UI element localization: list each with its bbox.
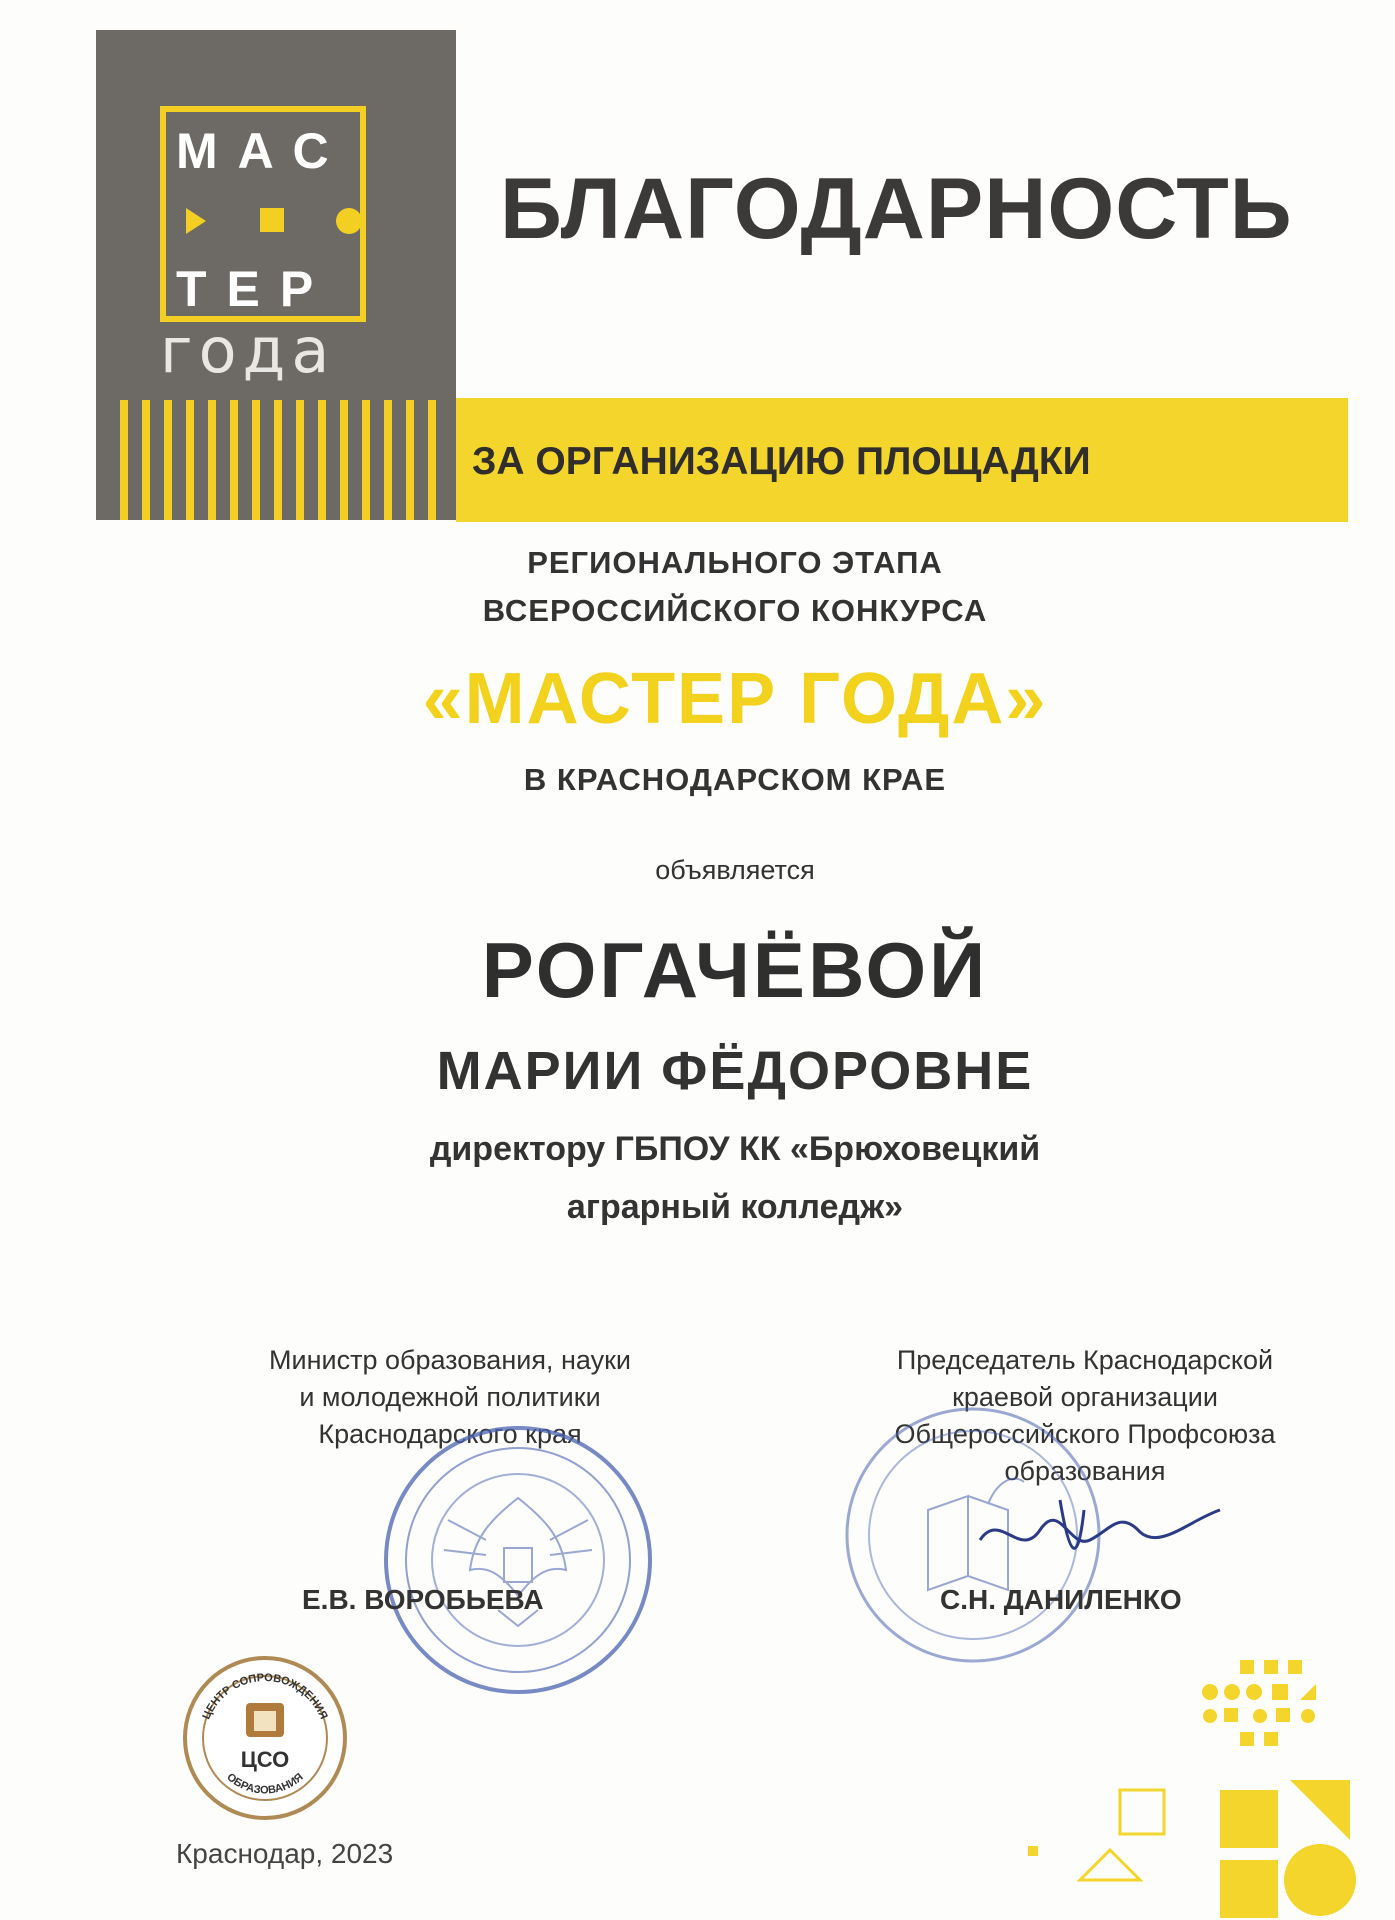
decorative-pattern (1020, 1640, 1380, 1920)
footer-city: Краснодар, 2023 (176, 1838, 394, 1869)
circle-icon (336, 208, 362, 234)
contest-name: «МАСТЕР ГОДА» (422, 659, 1048, 739)
logo-subtitle: года (160, 314, 336, 387)
ministry-stamp (378, 1420, 658, 1700)
left-role-line-1: Министр образования, науки (269, 1345, 631, 1375)
logo-shapes (186, 202, 386, 242)
logo-line-2: ТЕР (176, 261, 334, 317)
stage-line-1: РЕГИОНАЛЬНОГО ЭТАПА (527, 545, 943, 580)
left-signatory-name: Е.В. ВОРОБЬЕВА (302, 1584, 544, 1615)
region-line: В КРАСНОДАРСКОМ КРАЕ (523, 762, 947, 797)
contest-logo (96, 30, 456, 520)
cso-bottom-text: ОБРАЗОВАНИЯ (224, 1771, 306, 1797)
right-role-line-3: Общероссийского Профсоюза (894, 1419, 1276, 1449)
right-signatory-name: С.Н. ДАНИЛЕНКО (940, 1584, 1182, 1615)
signature-scribble (960, 1470, 1230, 1580)
logo-stripes (120, 400, 450, 520)
left-role-line-3: Краснодарского края (318, 1419, 582, 1449)
square-icon (260, 208, 284, 232)
recipient-surname: РОГАЧЁВОЙ (481, 926, 989, 1014)
triangle-icon (186, 208, 206, 234)
recipient-given-names: МАРИИ ФЁДОРОВНЕ (436, 1041, 1034, 1101)
stage-line-2: ВСЕРОССИЙСКОГО КОНКУРСА (482, 593, 988, 628)
cso-top-text: ЦЕНТР СОПРОВОЖДЕНИЯ (200, 1671, 330, 1722)
recipient-position-1: директору ГБПОУ КК «Брюховецкий (429, 1130, 1041, 1168)
cso-abbr: ЦСО (240, 1747, 290, 1772)
left-role-line-2: и молодежной политики (299, 1382, 601, 1412)
right-role-line-4: образования (1004, 1456, 1166, 1486)
certificate-title: БЛАГОДАРНОСТЬ (500, 161, 1293, 257)
cso-badge (180, 1653, 350, 1823)
banner-text: ЗА ОРГАНИЗАЦИЮ ПЛОЩАДКИ (472, 440, 1091, 483)
recipient-position-2: аграрный колледж» (566, 1188, 904, 1226)
logo-line-1: МАС (176, 123, 349, 179)
right-role-line-1: Председатель Краснодарской (896, 1345, 1274, 1375)
announced-text: объявляется (655, 855, 815, 885)
right-role-line-2: краевой организации (952, 1382, 1218, 1412)
